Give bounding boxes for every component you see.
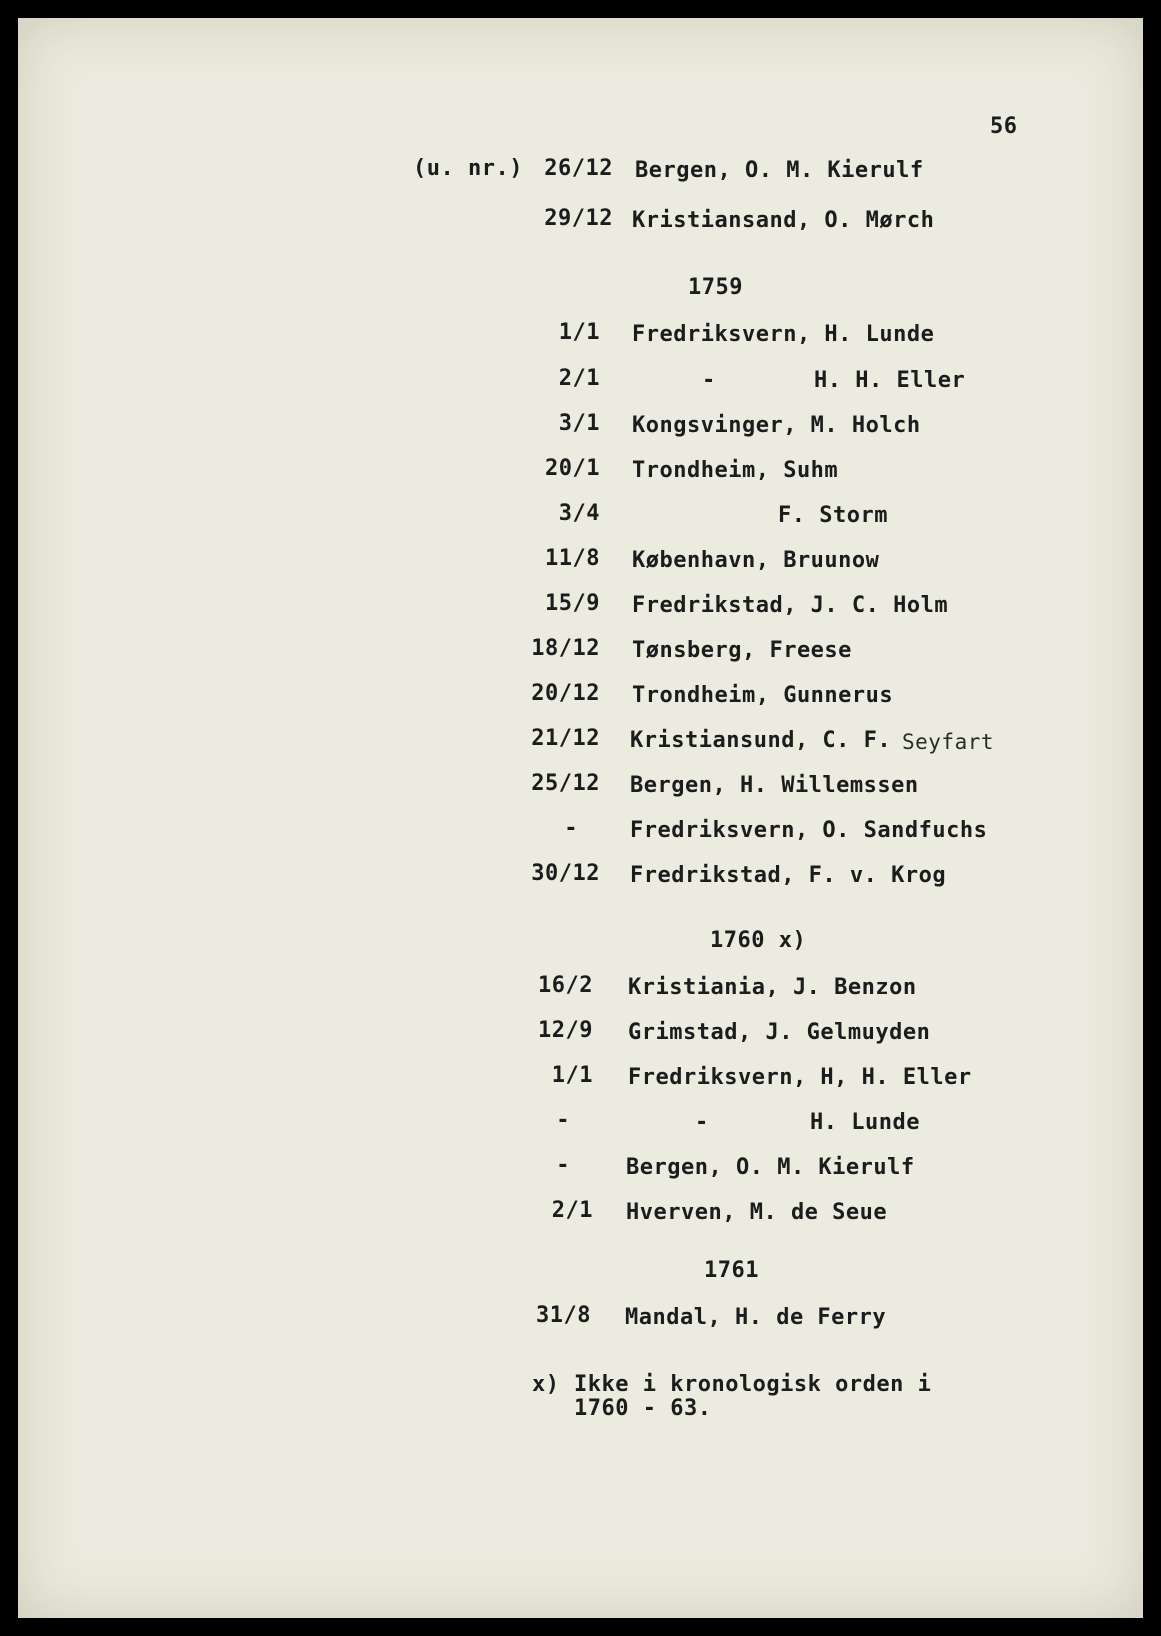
entry-date: 2/1 <box>558 366 600 391</box>
entry-text: Bergen, O. M. Kierulf <box>635 158 924 183</box>
entry-date: 2/1 <box>551 1198 593 1223</box>
entry-text: Bergen, H. Willemssen <box>630 773 919 798</box>
footnote-mark: x) <box>532 1372 560 1397</box>
entry-date: 1/1 <box>558 320 600 345</box>
year-heading: 1761 <box>704 1258 759 1283</box>
entry-date: 3/4 <box>558 501 600 526</box>
entry-text: Tønsberg, Freese <box>632 638 852 663</box>
entry-date: 11/8 <box>545 546 600 571</box>
entry-text: København, Bruunow <box>632 548 880 573</box>
entry-date: 31/8 <box>536 1303 591 1328</box>
entry-date: 18/12 <box>531 636 600 661</box>
page-number: 56 <box>990 114 1018 139</box>
entry-text: Trondheim, Suhm <box>632 458 839 483</box>
entry-date: 3/1 <box>558 411 600 436</box>
entry-text: Kongsvinger, M. Holch <box>632 413 921 438</box>
entry-date: 12/9 <box>538 1018 593 1043</box>
entry-text: Hverven, M. de Seue <box>626 1200 888 1225</box>
entry-date: 1/1 <box>551 1063 593 1088</box>
entry-text: Fredrikstad, F. v. Krog <box>630 863 947 888</box>
entry-date: 16/2 <box>538 973 593 998</box>
ditto-mark: - <box>702 368 716 393</box>
footnote-line: 1760 - 63. <box>574 1396 712 1421</box>
entry-date: 20/1 <box>545 456 600 481</box>
entry-date: 21/12 <box>531 726 600 751</box>
entry-date: - <box>556 1108 570 1133</box>
ditto-mark: - <box>695 1110 709 1135</box>
document-page <box>18 18 1143 1618</box>
entry-text: Kristiania, J. Benzon <box>628 975 917 1000</box>
year-heading: 1760 x) <box>710 928 807 953</box>
entry-text: Fredrikstad, J. C. Holm <box>632 593 949 618</box>
entry-prefix: (u. nr.) <box>413 156 523 181</box>
entry-date: 15/9 <box>545 591 600 616</box>
entry-text: Mandal, H. de Ferry <box>625 1305 887 1330</box>
entry-date: 26/12 <box>544 156 613 181</box>
entry-text: H. Lunde <box>810 1110 920 1135</box>
footnote-line: Ikke i kronologisk orden i <box>574 1372 932 1397</box>
entry-text: Kristiansand, O. Mørch <box>632 208 935 233</box>
entry-text: Fredriksvern, O. Sandfuchs <box>630 818 988 843</box>
entry-text: Kristiansund, C. F. <box>630 728 892 753</box>
entry-date: - <box>556 1153 570 1178</box>
entry-date: 20/12 <box>531 681 600 706</box>
year-heading: 1759 <box>688 275 743 300</box>
entry-date: 30/12 <box>531 861 600 886</box>
entry-text: F. Storm <box>778 503 888 528</box>
entry-text: H. H. Eller <box>814 368 966 393</box>
entry-date: - <box>564 816 578 841</box>
entry-text: Bergen, O. M. Kierulf <box>626 1155 915 1180</box>
entry-text: Grimstad, J. Gelmuyden <box>628 1020 931 1045</box>
entry-text: Fredriksvern, H. Lunde <box>632 322 935 347</box>
entry-text: Trondheim, Gunnerus <box>632 683 894 708</box>
entry-text-extra: Seyfart <box>902 730 995 754</box>
entry-text: Fredriksvern, H, H. Eller <box>628 1065 972 1090</box>
entry-date: 29/12 <box>544 206 613 231</box>
entry-date: 25/12 <box>531 771 600 796</box>
